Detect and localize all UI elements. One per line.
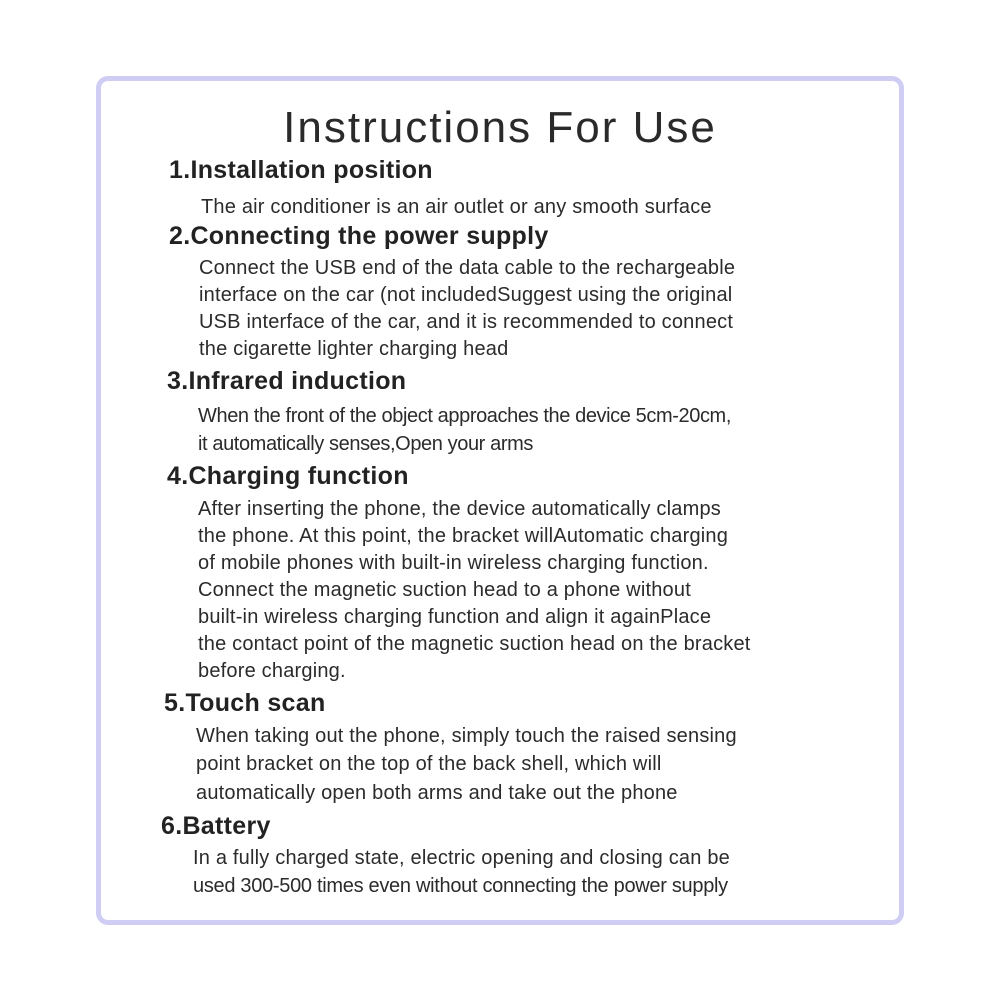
- section-text-line: The air conditioner is an air outlet or any smooth surface: [201, 196, 712, 218]
- section-text-line: the contact point of the magnetic suction head on the bracket: [198, 633, 751, 655]
- section-text-line: USB interface of the car, and it is recommended to connect: [199, 311, 734, 333]
- section-text-line: In a fully charged state, electric opening and closing can be: [193, 847, 730, 869]
- section-text-line: before charging.: [198, 660, 346, 682]
- section-heading: 4.Charging function: [167, 462, 409, 490]
- section-text-line: built-in wireless charging function and align it againPlace: [198, 606, 712, 628]
- section-text-line: used 300-500 times even without connecting the power supply: [193, 875, 728, 897]
- section-text-line: When the front of the object approaches the device 5cm-20cm,: [198, 405, 731, 427]
- instruction-card: [96, 76, 904, 925]
- section-text-line: the cigarette lighter charging head: [199, 338, 509, 360]
- section-heading: 3.Infrared induction: [167, 367, 407, 395]
- section-text-line: When taking out the phone, simply touch the raised sensing: [196, 725, 737, 747]
- section-text-line: automatically open both arms and take out the phone: [196, 782, 678, 804]
- section-heading: 1.Installation position: [169, 156, 433, 184]
- section-text-line: Connect the USB end of the data cable to the rechargeable: [199, 257, 736, 279]
- section-text-line: Connect the magnetic suction head to a phone without: [198, 579, 691, 601]
- section-heading: 2.Connecting the power supply: [169, 222, 549, 250]
- page-title: Instructions For Use: [283, 103, 717, 152]
- section-text-line: the phone. At this point, the bracket willAutomatic charging: [198, 525, 729, 547]
- section-text-line: it automatically senses,Open your arms: [198, 433, 533, 455]
- section-text-line: interface on the car (not includedSuggest using the original: [199, 284, 733, 306]
- section-heading: 5.Touch scan: [164, 689, 326, 717]
- section-text-line: point bracket on the top of the back shell, which will: [196, 753, 662, 775]
- section-text-line: After inserting the phone, the device automatically clamps: [198, 498, 721, 520]
- section-text-line: of mobile phones with built-in wireless charging function.: [198, 552, 709, 574]
- section-heading: 6.Battery: [161, 812, 271, 840]
